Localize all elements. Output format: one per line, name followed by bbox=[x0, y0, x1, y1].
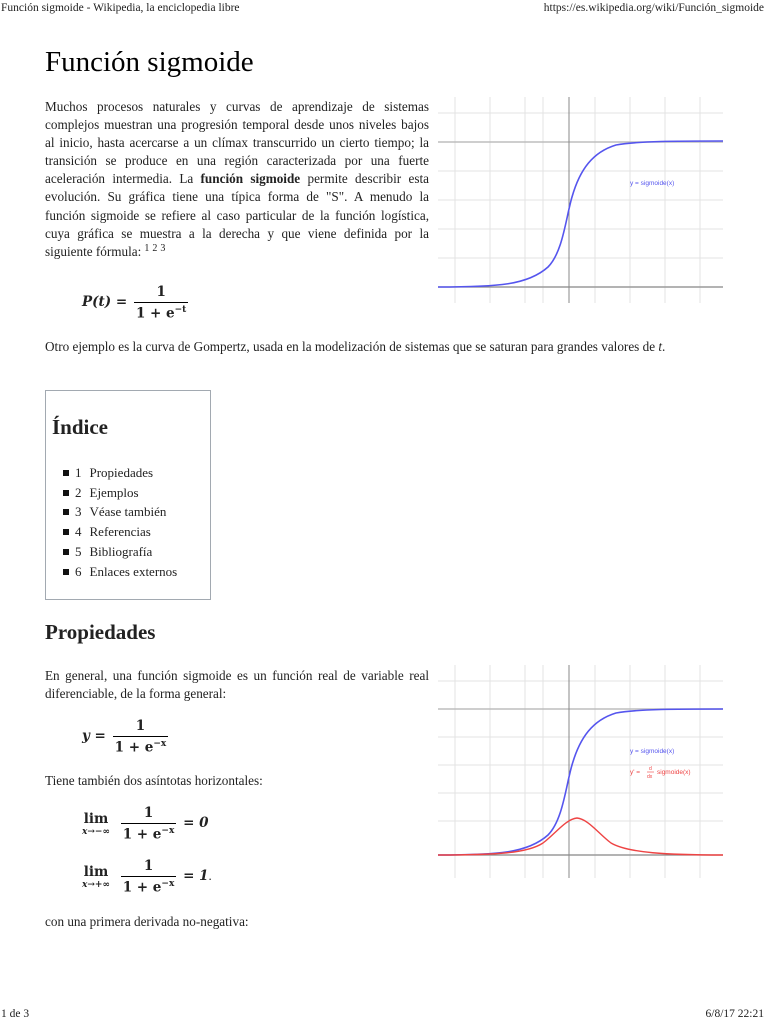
toc-item-referencias[interactable]: 4 Referencias bbox=[75, 522, 177, 542]
ref-1[interactable]: 1 bbox=[144, 242, 150, 254]
intro-bold-term[interactable]: función sigmoide bbox=[200, 171, 301, 187]
graph1-legend: y = sigmoide(x) bbox=[630, 180, 675, 187]
gompertz-paragraph: Otro ejemplo es la curva de Gompertz, usada en la modelización de sistemas que se saturan para grandes valores de t. bbox=[45, 339, 666, 354]
formula-lhs: P(t) = bbox=[82, 294, 128, 311]
svg-text:y' =: y' = bbox=[630, 769, 641, 776]
graph-asymptotes bbox=[438, 709, 723, 855]
toc-item-propiedades[interactable]: 1 Propiedades bbox=[75, 463, 177, 483]
ref-2[interactable]: 2 bbox=[152, 242, 158, 254]
sigmoid-graph[interactable] bbox=[438, 97, 723, 303]
limit1-rhs: = 0 bbox=[183, 815, 209, 832]
intro-text-2: permite describir esta evolución. Su gráfica tiene una típica forma de "S". A menudo la función sigmoide se refiere al caso particular de la función logística, cuya gráfica se muestra a la derecha y que viene definida por la siguiente fórmula: bbox=[45, 171, 429, 259]
derivative-curve bbox=[438, 818, 723, 855]
sigmoid-curve bbox=[438, 709, 723, 855]
formula2-fraction: $\frac{1}{1 + e^{-x}}$ bbox=[114, 718, 167, 756]
toc-item-ejemplos[interactable]: 2 Ejemplos bbox=[75, 483, 177, 503]
graph-grid bbox=[438, 97, 723, 303]
sigmoid-derivative-graph[interactable] bbox=[438, 665, 723, 878]
print-page-title: Función sigmoide - Wikipedia, la enciclopedia libre bbox=[1, 2, 240, 14]
ref-3[interactable]: 3 bbox=[160, 242, 166, 254]
references bbox=[141, 243, 165, 254]
formula-den: $1 + e^{-t}$ bbox=[134, 302, 188, 322]
intro-paragraph bbox=[45, 98, 429, 261]
page-count: 1 de 3 bbox=[1, 1008, 30, 1020]
svg-text:dx: dx bbox=[647, 774, 653, 780]
variable-t: t bbox=[658, 339, 663, 354]
derivative-paragraph: con una primera derivada no-negativa: bbox=[45, 914, 249, 929]
toc-list bbox=[75, 463, 177, 581]
formula-logistic bbox=[82, 284, 191, 322]
toc-title: Índice bbox=[52, 415, 109, 439]
formula-general bbox=[82, 718, 171, 756]
formula2-lhs: y = bbox=[82, 728, 106, 745]
table-of-contents bbox=[45, 390, 211, 600]
toc-item-vease-tambien[interactable]: 3 Véase también bbox=[75, 502, 177, 522]
toc-item-bibliografia[interactable]: 5 Bibliografía bbox=[75, 542, 177, 562]
svg-text:sigmoide(x): sigmoide(x) bbox=[657, 769, 691, 776]
limit2-rhs: = 1 bbox=[183, 868, 209, 885]
propiedades-paragraph: En general, una función sigmoide es un función real de variable real diferenciable, de la forma general: bbox=[45, 668, 429, 702]
sigmoid-curve bbox=[438, 141, 723, 287]
toc-item-enlaces-externos[interactable]: 6 Enlaces externos bbox=[75, 562, 177, 582]
print-datetime: 6/8/17 22:21 bbox=[705, 1008, 764, 1020]
limit1-fraction: $\frac{1}{1 + e^{-x}}$ bbox=[122, 805, 175, 843]
intro-text-1: Muchos procesos naturales y curvas de aprendizaje de sistemas complejos muestran una progresión temporal desde unos niveles bajos al inicio, hasta acercarse a un clímax transcurrido un cierto tiempo; la transición se produce en una región caracterizada por una fuerte aceleración intermedia. La bbox=[45, 99, 429, 187]
graph-asymptotes bbox=[438, 142, 723, 287]
graph2-legend1: y = sigmoide(x) bbox=[630, 748, 675, 755]
asymptotes-paragraph: Tiene también dos asíntotas horizontales: bbox=[45, 773, 263, 788]
limit2-fraction: $\frac{1}{1 + e^{-x}}$ bbox=[122, 858, 175, 896]
limit-operator: lim x→−∞ bbox=[82, 810, 110, 837]
limit-operator: lim x→+∞ bbox=[82, 863, 110, 890]
svg-text:d: d bbox=[649, 766, 652, 772]
formula-limit-plus: lim x→+∞ $\frac{1}{1 + e^{-x}}$ = 1. bbox=[82, 858, 212, 896]
formula-num: 1 bbox=[156, 284, 166, 300]
section-heading-propiedades: Propiedades bbox=[45, 620, 156, 644]
formula-limit-minus bbox=[82, 805, 208, 843]
article-title: Función sigmoide bbox=[45, 46, 254, 78]
formula-fraction bbox=[134, 284, 188, 322]
print-url: https://es.wikipedia.org/wiki/Función_sigmoide bbox=[543, 2, 764, 14]
graph2-legend2 bbox=[630, 766, 691, 780]
